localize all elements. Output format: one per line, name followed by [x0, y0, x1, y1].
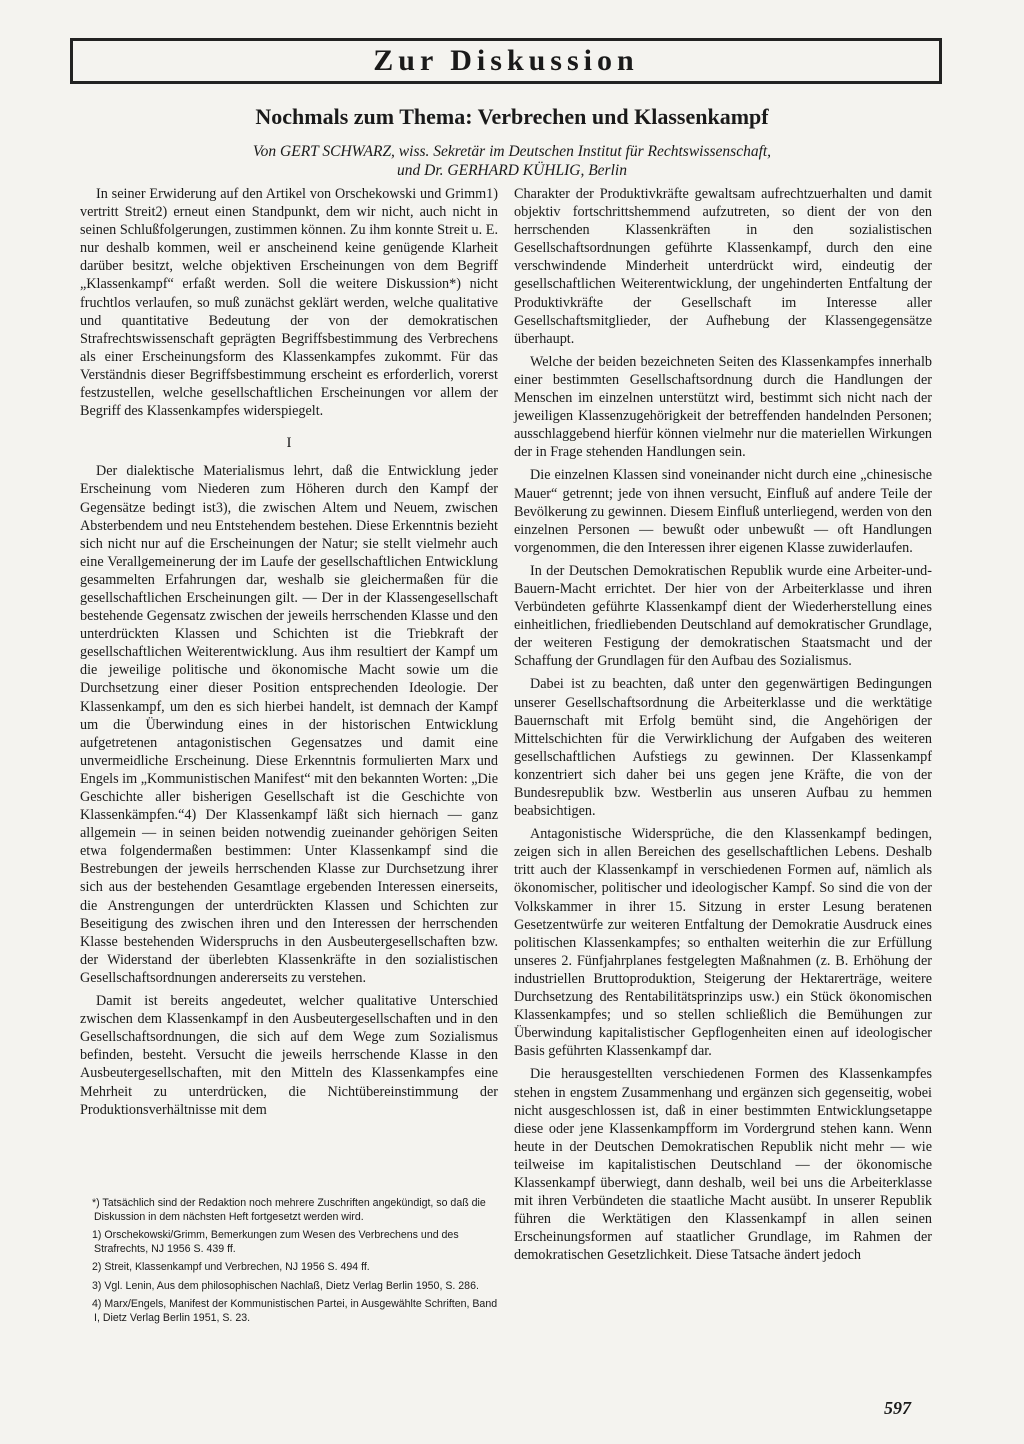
article-title: Nochmals zum Thema: Verbrechen und Klassenkampf	[255, 104, 769, 129]
byline-line-1: Von GERT SCHWARZ, wiss. Sekretär im Deutschen Institut für Rechtswissenschaft,	[252, 143, 772, 160]
footnote: 1) Orschekowski/Grimm, Bemerkungen zum Wesen des Verbrechens und des Strafrechts, NJ 1956 S. 439 ff.	[92, 1229, 459, 1255]
paragraph: Welche der beiden bezeichneten Seiten des Klassenkampfes innerhalb einer bestimmten Gesellschaftsordnung durch die Handlungen der Menschen im einzelnen unterstützt wird, bestimmt sich nicht nach der jeweiligen Klassenzugehörigkeit der betreffenden handelnden Personen; ausschlaggebend hierfür können vielmehr nur die materiellen Wirkungen der in Frage stehenden Handlungen sein.	[514, 353, 932, 461]
paragraph: Der dialektische Materialismus lehrt, daß die Entwicklung jeder Erscheinung vom Niederen zum Höheren durch den Kampf der Gegensätze bedingt ist3), die zwischen Altem und Neuem, zwischen Absterbendem und neu Entstehendem bestehen. Diese Erkenntnis bezieht sich nicht nur auf die Erscheinungen der Natur; sie stellt vielmehr auch eine Verallgemeinerung der im Laufe der gesellschaftlichen Entwicklung gesammelten Erfahrungen dar, weshalb sie gleichermaßen für die gesellschaftlichen Erscheinungen gilt. — Der in der Klassengesellschaft bestehende Gegensatz zwischen der jeweils herrschenden Klasse und den unterdrückten Klassen und Schichten ist die Triebkraft der gesellschaftlichen Weiterentwicklung. Aus ihm resultiert der Kampf um die jeweilige politische und ökonomische Macht sowie um die Durchsetzung einer dieser Position entsprechenden Ideologie. Der Klassenkampf, um den es sich hierbei handelt, ist demnach der Kampf um die Überwindung eines in der historischen Entwicklung aufgetretenen antagonistischen Gegensatzes und damit eine unvermeidliche Erscheinung. Diese Erkenntnis formulierten Marx und Engels im „Kommunistischen Manifest“ mit den bekannten Worten: „Die Geschichte aller bisherigen Gesellschaft ist die Geschichte von Klassenkämpfen.“4) Der Klassenkampf läßt sich hiernach — ganz allgemein — in seinen beiden notwendig zueinander gehörigen Seiten etwa folgendermaßen bestimmen: Unter Klassenkampf sind die Bestrebungen der jeweils herrschenden Klasse zur Durchsetzung ihrer sich aus der bestehenden Gesamtlage ergebenden Interessen einerseits, die Anstrengungen der unterdrückten Klassen und Schichten zur Beseitigung des zwischen ihren und den Interessen der herrschenden Klasse bestehenden Widerspruchs in den Ausbeutergesellschaften bzw. der Widerstand der überlebten Klassenkräfte in den sozialistischen Gesellschaftsordnungen andererseits zu verstehen.	[80, 463, 498, 986]
paragraph: Charakter der Produktivkräfte gewaltsam aufrechtzuerhalten und damit objektiv fortschrittshemmend aufzutreten, so dient der von den herrschenden Klassenkräften in den sozialistischen Gesellschaftsordnungen geführte Klassenkampf, durch den eine verschwindende Minderheit unterdrückt wird, eindeutig der gesellschaftlichen Weiterentwicklung, der ungehinderten Entfaltung der Produktivkräfte der Gesellschaft im Interesse aller Gesellschaftsmitglieder, der Aufhebung der Klassengegensätze überhaupt.	[514, 186, 932, 347]
section-heading: I	[286, 435, 292, 452]
left-column	[80, 185, 498, 1124]
footnote: 4) Marx/Engels, Manifest der Kommunistischen Partei, in Ausgewählte Schriften, Band I, Dietz Verlag Berlin 1951, S. 23.	[92, 1298, 498, 1324]
paragraph: Antagonistische Widersprüche, die den Klassenkampf bedingen, zeigen sich in allen Bereichen des gesellschaftlichen Lebens. Deshalb tritt auch der Klassenkampf in verschiedenen Formen auf, nämlich als ökonomischer, politischer und ideologischer Kampf. So sind die von der Volkskammer in ihrer 15. Sitzung in erster Lesung beratenen Gesetzentwürfe zur weiteren Entfaltung der Demokratie Ausdruck eines politischen Klassenkampfes; so enthalten weiterhin die zur Erfüllung unseres 2. Fünfjahrplanes festgelegten Maßnahmen (z. B. Erhöhung der industriellen Bruttoproduktion, Steigerung der Hektarerträge, weitere Durchsetzung des Rentabilitätsprinzips usw.) ein Stück ökonomischen Klassenkampfes; und so stellen schließlich die Bemühungen zur Überwindung kapitalistischer Gepflogenheiten einen auf ideologischer Basis geführten Klassenkampf dar.	[514, 826, 932, 1060]
section-header-box	[70, 38, 942, 84]
paragraph: Damit ist bereits angedeutet, welcher qualitative Unterschied zwischen dem Klassenkampf in den Ausbeutergesellschaften und in den Gesellschaftsordnungen, die sich auf dem Wege zum Sozialismus befinden, besteht. Versucht die jeweils herrschende Klasse in den Ausbeutergesellschaften, mit den Mitteln des Klassenkampfes eine Mehrheit zu unterdrücken, die Nichtübereinstimmung der Produktionsverhältnisse mit dem	[80, 993, 498, 1118]
footnotes	[80, 1197, 498, 1330]
footnote: 2) Streit, Klassenkampf und Verbrechen, NJ 1956 S. 494 ff.	[92, 1261, 370, 1273]
paragraph: Die einzelnen Klassen sind voneinander nicht durch eine „chinesische Mauer“ getrennt; jede von ihnen versucht, Einfluß auf andere Teile der Bevölkerung zu gewinnen. Diesem Einfluß unterliegend, werden von den einzelnen Personen — bewußt oder unbewußt — oft Handlungen vorgenommen, die den Interessen ihrer eigenen Klasse zuwiderlaufen.	[514, 467, 932, 556]
footnote: *) Tatsächlich sind der Redaktion noch mehrere Zuschriften angekündigt, so daß die Diskussion in dem nächsten Heft fortgesetzt werden wird.	[92, 1197, 486, 1223]
paragraph: Die herausgestellten verschiedenen Formen des Klassenkampfes stehen in engstem Zusammenhang und ergänzen sich gegenseitig, wobei nicht ausgeschlossen ist, daß in einer bestimmten Entwicklungsetappe diese oder jene Klassenkampfform im Vordergrund stehen kann. Wenn heute in der Deutschen Demokratischen Republik nicht mehr — wie teilweise im kapitalistischen Deutschland — der ökonomische Klassenkampf überwiegt, dann deshalb, weil bei uns die Arbeiterklasse mit ihren Verbündeten die staatliche Macht ausübt. In unserer Republik führen die Werktätigen den Klassenkampf in allen seinen Erscheinungsformen auf staatlicher Grundlage, im Rahmen der demokratischen Gesetzlichkeit. Diese Tatsache ändert jedoch	[514, 1066, 932, 1264]
paragraph: Dabei ist zu beachten, daß unter den gegenwärtigen Bedingungen unserer Gesellschaftsordnung die Arbeiterklasse und die werktätige Bauernschaft mit Erfolg bemüht sind, die Angehörigen der Mittelschichten für die Verwirklichung der Aufgaben des weiteren gesellschaftlichen Aufstiegs zu gewinnen. Der Klassenkampf konzentriert sich daher bei uns gegen jene Kräfte, die von der Bundesrepublik bzw. Westberlin aus unseren Aufbau zu hemmen beabsichtigen.	[514, 676, 932, 820]
right-column	[514, 185, 932, 1269]
paragraph-intro: In seiner Erwiderung auf den Artikel von Orschekowski und Grimm1) vertritt Streit2) erneut einen Standpunkt, dem wir nicht, auch nicht in seinen Schlußfolgerungen, zustimmen können. Zu ihm konnte Streit u. E. nur deshalb kommen, weil er anscheinend keine genügende Klarheit darüber besitzt, welche objektiven Erscheinungen von dem Begriff „Klassenkampf“ erfaßt werden. Soll die weitere Diskussion*) nicht fruchtlos verlaufen, so muß zunächst geklärt werden, welche qualitative und quantitative Bedeutung der von der demokratischen Strafrechtswissenschaft geprägten Begriffsbestimmung des Verbrechens als einer Erscheinungsform des Klassenkampfes zukommt. Für das Verständnis dieser Begriffsbestimmung erscheint es erforderlich, vorerst festzustellen, welche gesellschaftlichen Erscheinungen vor allem der Begriff des Klassenkampfes widerspiegelt.	[80, 186, 498, 420]
article-byline	[0, 142, 1024, 180]
page-number: 597	[884, 1398, 911, 1418]
section-header-title: Zur Diskussion	[373, 44, 639, 77]
footnote: 3) Vgl. Lenin, Aus dem philosophischen Nachlaß, Dietz Verlag Berlin 1950, S. 286.	[92, 1279, 479, 1292]
byline-line-2: und Dr. GERHARD KÜHLIG, Berlin	[397, 162, 627, 179]
paragraph: In der Deutschen Demokratischen Republik wurde eine Arbeiter-und-Bauern-Macht errichtet. Der hier von der Arbeiterklasse und ihren Verbündeten geführte Klassenkampf dient der Wiederherstellung eines einheitlichen, friedliebenden Deutschland auf demokratischer Grundlage, der weiteren Festigung der demokratischen Staatsmacht und der Schaffung der Grundlagen für den Aufbau des Sozialismus.	[514, 562, 932, 670]
